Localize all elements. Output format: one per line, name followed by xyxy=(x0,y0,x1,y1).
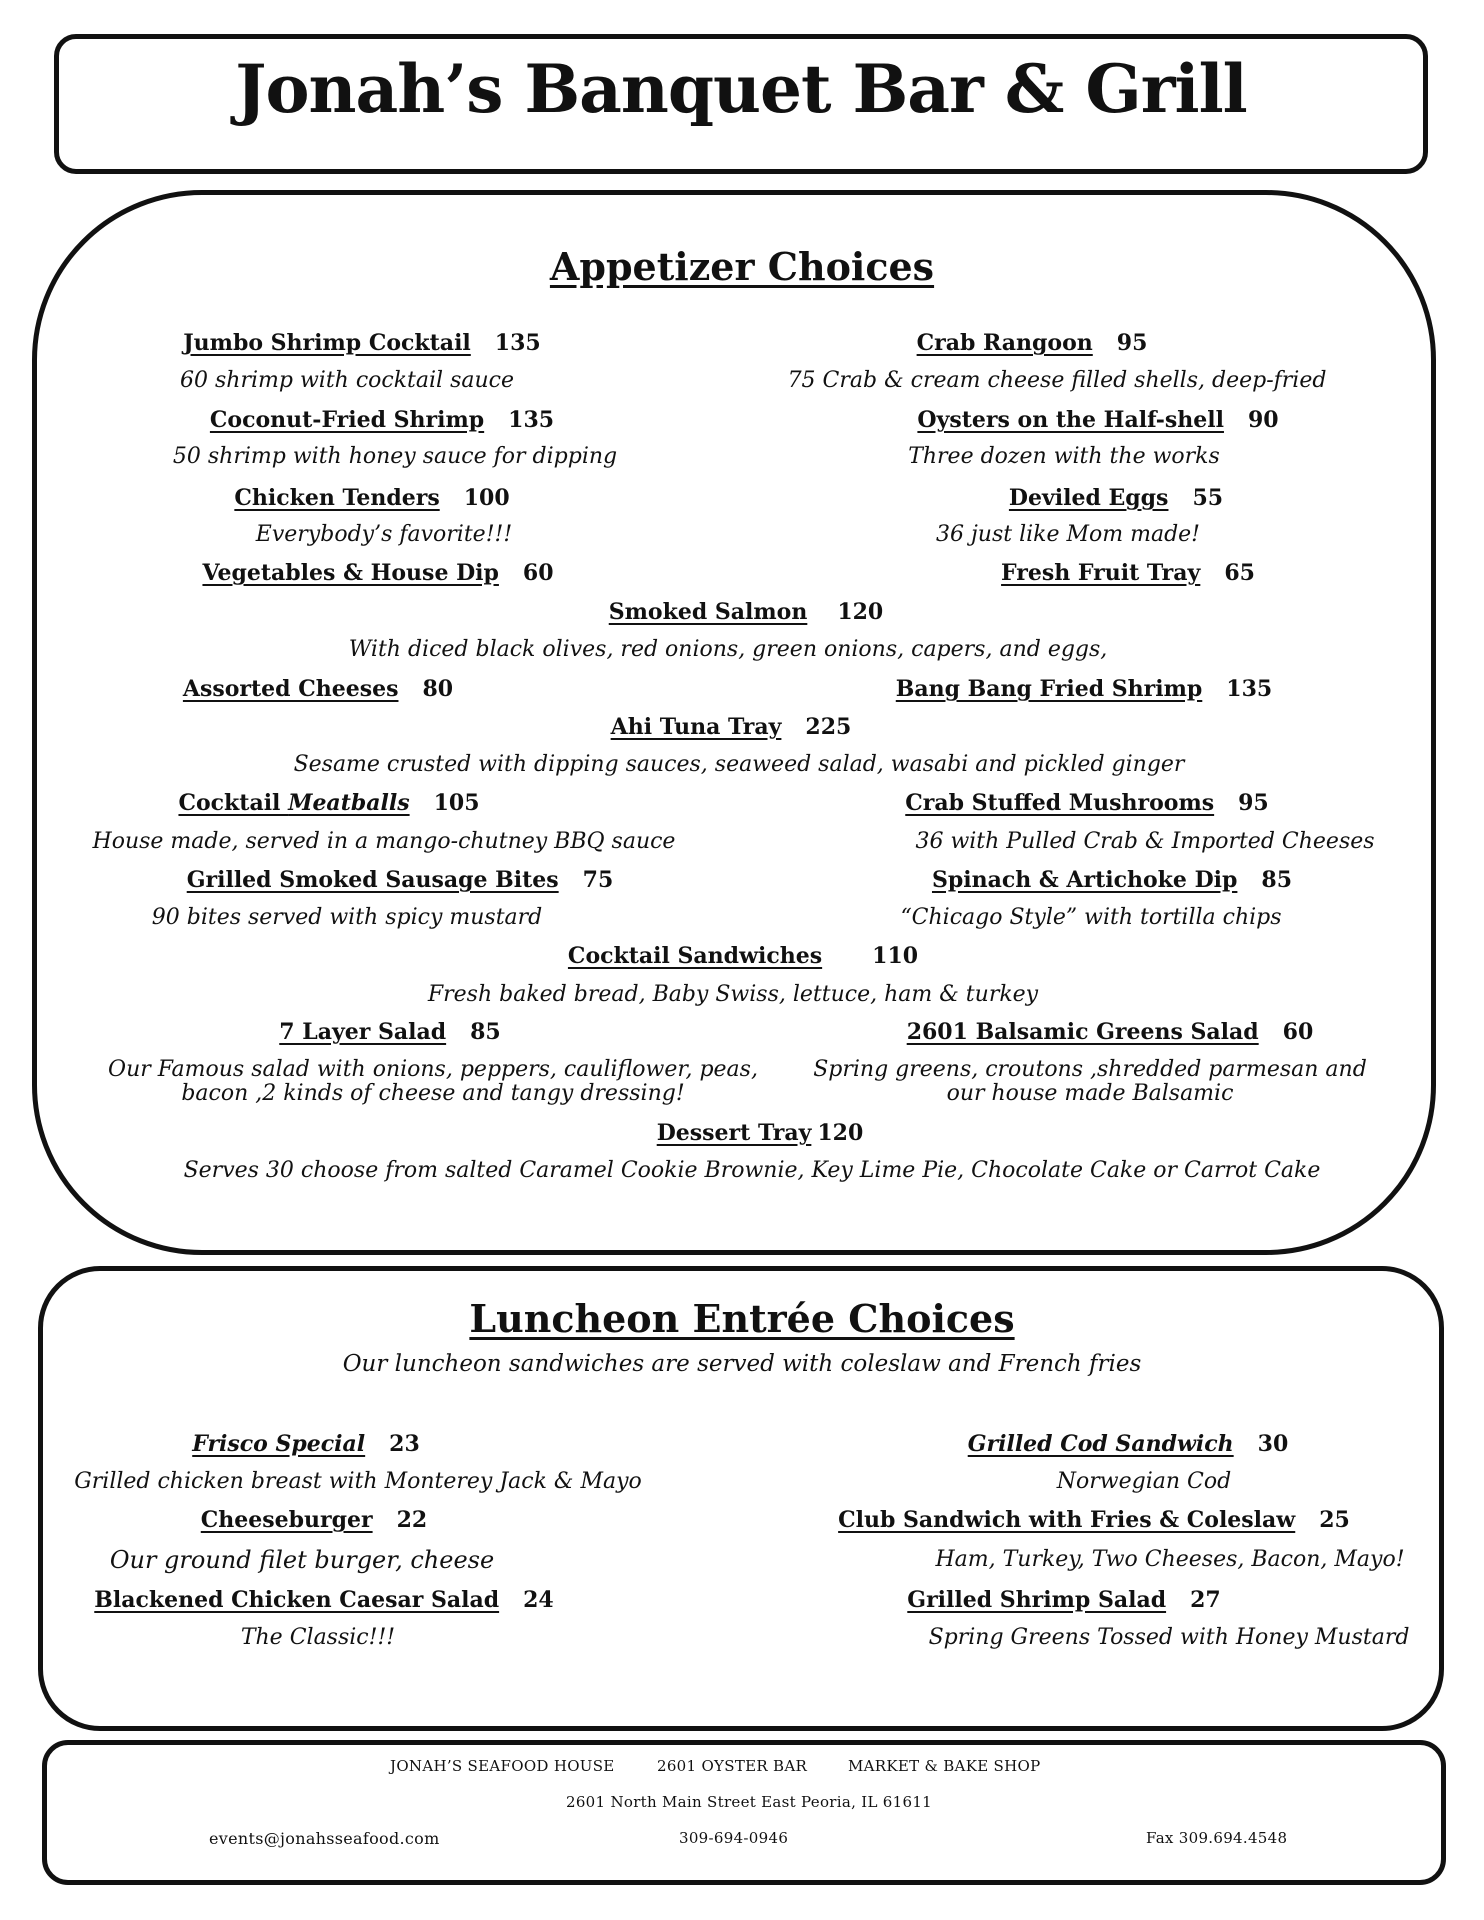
menu-item-cheeseburger xyxy=(201,1506,427,1535)
menu-item-deviled-eggs xyxy=(1009,484,1223,513)
menu-item-fruit-tray xyxy=(1001,559,1255,588)
item-description: Sesame crusted with dipping sauces, seaweed salad, wasabi and pickled ginger xyxy=(293,752,1185,777)
footer-email[interactable]: events@jonahsseafood.com xyxy=(209,1829,440,1848)
item-name: Vegetables & House Dip xyxy=(202,560,499,586)
item-name: 7 Layer Salad xyxy=(279,1019,447,1045)
item-name: Cheeseburger xyxy=(200,1507,373,1533)
item-description: Norwegian Cod xyxy=(1056,1469,1232,1494)
item-name: Bang Bang Fried Shrimp xyxy=(895,676,1203,702)
item-price: 135 xyxy=(1226,676,1273,702)
menu-item-spinach-dip xyxy=(932,866,1292,895)
item-description: The Classic!!! xyxy=(240,1625,396,1650)
item-price: 100 xyxy=(463,485,510,511)
item-price: 23 xyxy=(389,1431,420,1457)
item-name: Smoked Salmon xyxy=(608,599,808,625)
item-description: 75 Crab & cream cheese filled shells, deep-fried xyxy=(787,368,1327,393)
item-price: 30 xyxy=(1257,1431,1289,1457)
footer-venue-oyster-bar: 2601 OYSTER BAR xyxy=(657,1757,808,1775)
luncheon-subtitle: Our luncheon sandwiches are served with coleslaw and French fries xyxy=(342,1351,1142,1377)
item-price: 24 xyxy=(523,1587,554,1613)
item-name: Club Sandwich with Fries & Coleslaw xyxy=(838,1507,1296,1533)
item-description: 36 with Pulled Crab & Imported Cheeses xyxy=(915,829,1375,854)
menu-item-layer-salad xyxy=(279,1018,500,1047)
appetizer-heading: Appetizer Choices xyxy=(549,244,935,289)
item-description: 90 bites served with spicy mustard xyxy=(151,905,543,930)
item-price: 65 xyxy=(1224,560,1255,586)
item-price: 120 xyxy=(817,1120,864,1146)
item-price: 22 xyxy=(396,1507,428,1533)
menu-item-ahi-tuna xyxy=(611,713,852,742)
item-name-italic: Meatballs xyxy=(288,790,410,816)
item-name: Deviled Eggs xyxy=(1008,485,1169,511)
item-description: Everybody’s favorite!!! xyxy=(255,522,513,547)
item-price: 60 xyxy=(522,560,554,586)
item-price: 55 xyxy=(1192,485,1224,511)
item-price: 105 xyxy=(433,790,480,816)
footer-fax: Fax 309.694.4548 xyxy=(1146,1829,1288,1847)
menu-item-crab-rangoon xyxy=(917,329,1148,358)
menu-item-jumbo-shrimp xyxy=(183,329,540,358)
footer-phone[interactable]: 309-694-0946 xyxy=(679,1829,789,1847)
menu-item-vegetables xyxy=(202,559,553,588)
menu-item-crab-mushrooms xyxy=(905,789,1269,818)
item-name: Cocktail xyxy=(178,790,289,816)
item-description: Fresh baked bread, Baby Swiss, lettuce, ham & turkey xyxy=(427,982,1039,1007)
menu-item-coconut-shrimp xyxy=(210,406,554,435)
menu-item-frisco-special xyxy=(192,1430,420,1459)
item-name: Grilled Cod Sandwich xyxy=(967,1431,1234,1457)
item-price: 110 xyxy=(872,943,919,969)
menu-item-oysters xyxy=(917,406,1278,435)
item-name: Assorted Cheeses xyxy=(182,676,399,702)
menu-item-grilled-cod xyxy=(968,1430,1289,1459)
item-price: 85 xyxy=(470,1019,501,1045)
item-description-prefix: Serves 30 choose from salted Caramel Cookie Brownie, xyxy=(183,1158,805,1183)
item-name: Crab Rangoon xyxy=(916,330,1093,356)
item-description: Our Famous salad with onions, peppers, cauliflower, peas, bacon ,2 kinds of cheese and tangy dressing! xyxy=(108,1057,758,1106)
menu-item-balsamic-salad xyxy=(907,1018,1314,1047)
item-price: 60 xyxy=(1282,1019,1314,1045)
item-price: 135 xyxy=(508,407,555,433)
item-price: 85 xyxy=(1261,867,1293,893)
item-name: Chicken Tenders xyxy=(234,485,440,511)
item-description: With diced black olives, red onions, green onions, capers, and eggs, xyxy=(348,637,1108,662)
luncheon-heading: Luncheon Entrée Choices xyxy=(469,1296,1015,1341)
menu-item-chicken-tenders xyxy=(234,484,509,513)
menu-item-sausage-bites xyxy=(187,866,614,895)
item-description-italic: Key Lime Pie, Chocolate Cake or Carrot Cake xyxy=(811,1158,1321,1183)
item-name: Oysters on the Half-shell xyxy=(917,407,1224,433)
footer-venue-bake-shop: MARKET & BAKE SHOP xyxy=(848,1757,1041,1775)
item-name: Crab Stuffed Mushrooms xyxy=(905,790,1215,816)
item-description: House made, served in a mango-chutney BBQ sauce xyxy=(92,829,676,854)
menu-item-smoked-salmon xyxy=(609,598,884,627)
item-name: Fresh Fruit Tray xyxy=(1001,560,1201,586)
menu-item-shrimp-salad xyxy=(907,1586,1220,1615)
menu-item-cocktail-sandwiches xyxy=(568,942,918,971)
item-price: 225 xyxy=(805,714,852,740)
menu-item-meatballs xyxy=(178,789,479,818)
item-name: Grilled Smoked Sausage Bites xyxy=(186,867,559,893)
item-name: Blackened Chicken Caesar Salad xyxy=(94,1587,500,1613)
item-price: 25 xyxy=(1319,1507,1350,1533)
item-name: Dessert Tray xyxy=(656,1120,812,1146)
item-description: Our ground filet burger, cheese xyxy=(109,1546,495,1574)
item-description: Three dozen with the works xyxy=(908,444,1220,469)
item-description: 60 shrimp with cocktail sauce xyxy=(180,368,514,393)
item-description: Grilled chicken breast with Monterey Jack & Mayo xyxy=(74,1469,642,1494)
menu-item-cheeses xyxy=(183,675,453,704)
menu-item-bang-bang-shrimp xyxy=(896,675,1272,704)
item-name: Ahi Tuna Tray xyxy=(610,714,782,740)
menu-item-caesar-salad xyxy=(94,1586,553,1615)
item-description: Spring Greens Tossed with Honey Mustard xyxy=(928,1625,1410,1650)
item-price: 135 xyxy=(494,330,541,356)
item-description: 50 shrimp with honey sauce for dipping xyxy=(172,444,618,469)
item-name: Jumbo Shrimp Cocktail xyxy=(183,330,471,356)
item-price: 90 xyxy=(1247,407,1279,433)
item-price: 95 xyxy=(1116,330,1148,356)
item-price: 95 xyxy=(1238,790,1269,816)
item-description: Ham, Turkey, Two Cheeses, Bacon, Mayo! xyxy=(935,1547,1405,1572)
page-title: Jonah’s Banquet Bar & Grill xyxy=(235,50,1247,128)
item-description: Spring greens, croutons ,shredded parmesan and our house made Balsamic xyxy=(813,1057,1367,1106)
item-price: 120 xyxy=(837,599,884,625)
item-name: Spinach & Artichoke Dip xyxy=(931,867,1238,893)
item-price: 27 xyxy=(1190,1587,1221,1613)
footer-address: 2601 North Main Street East Peoria, IL 61611 xyxy=(566,1793,933,1811)
item-description xyxy=(184,1157,1321,1185)
menu-item-club-sandwich xyxy=(838,1506,1350,1535)
item-description: “Chicago Style” with tortilla chips xyxy=(900,905,1282,930)
item-name: Cocktail Sandwiches xyxy=(567,943,823,969)
item-name: Coconut-Fried Shrimp xyxy=(209,407,485,433)
item-description: 36 just like Mom made! xyxy=(935,522,1201,547)
item-name: 2601 Balsamic Greens Salad xyxy=(906,1019,1259,1045)
item-price: 75 xyxy=(582,867,614,893)
menu-item-dessert-tray xyxy=(657,1119,864,1148)
item-name: Grilled Shrimp Salad xyxy=(907,1587,1167,1613)
footer-venue-seafood-house: JONAH’S SEAFOOD HOUSE xyxy=(390,1757,615,1775)
item-name: Frisco Special xyxy=(192,1431,366,1457)
item-price: 80 xyxy=(422,676,454,702)
